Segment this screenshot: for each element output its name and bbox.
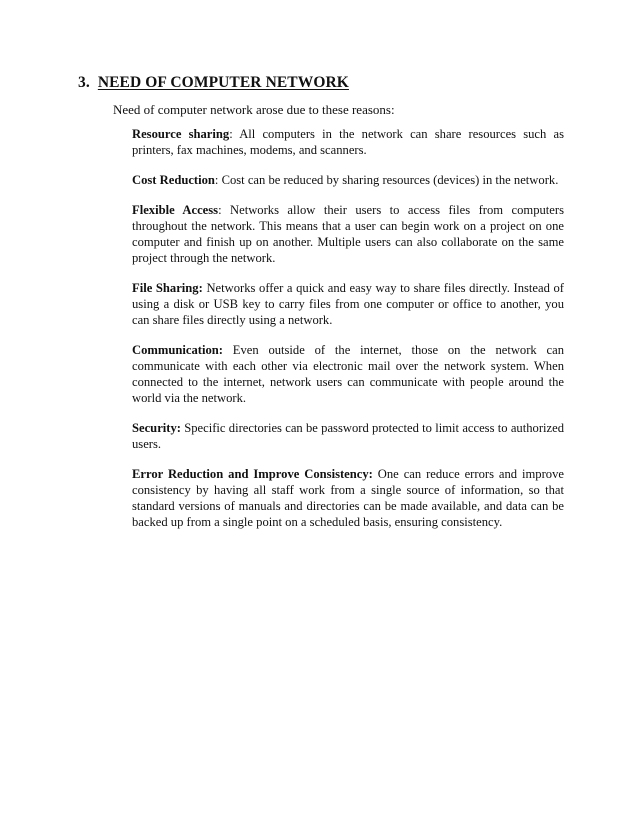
reason-file-sharing (132, 280, 564, 328)
reason-text: All computers in the network can share resources such as printers, fax machines, modems, and scanners. (132, 127, 564, 157)
reason-text: Networks allow their users to access files from computers throughout the network. This means that a user can begin work on a project on one computer and finish up on another. Multiple users can also collaborate on the same project through the network. (132, 203, 564, 265)
reasons-list (132, 126, 564, 544)
reason-communication (132, 342, 564, 406)
reason-separator: : (214, 173, 219, 187)
reason-term: Cost Reduction (132, 173, 215, 187)
reason-error-reduction (132, 466, 564, 530)
reason-security (132, 420, 564, 452)
reason-separator: : (229, 127, 233, 141)
reason-term: Communication: (132, 343, 223, 357)
reason-term: Resource sharing (132, 127, 230, 141)
reason-flexible-access (132, 202, 564, 266)
intro-paragraph: Need of computer network arose due to these reasons: (113, 102, 395, 117)
section-title: NEED OF COMPUTER NETWORK (97, 74, 349, 91)
reason-term: File Sharing: (132, 281, 203, 295)
reason-term: Security: (132, 421, 181, 435)
reason-text: Cost can be reduced by sharing resources (devices) in the network. (218, 173, 559, 187)
reason-text: Networks offer a quick and easy way to share files directly. Instead of using a disk or USB key to carry files from one computer or office to another, you can share files directly using a network. (132, 281, 565, 327)
reason-resource-sharing (132, 126, 564, 158)
reason-text: One can reduce errors and improve consistency by having all staff work from a single source of information, so that standard versions of manuals and directories can be made available, and data can be backed up from a single point on a scheduled basis, ensuring consistency. (132, 467, 564, 529)
reason-term: Flexible Access (132, 203, 219, 217)
reason-term: Error Reduction and Improve Consistency: (132, 467, 373, 481)
section-heading (78, 74, 349, 92)
reason-separator: : (218, 203, 222, 217)
reason-text: Even outside of the internet, those on the network can communicate with each other via electronic mail over the network system. When connected to the internet, network users can communicate with people around the world via the network. (132, 343, 564, 405)
reason-text: Specific directories can be password protected to limit access to authorized users. (132, 421, 564, 451)
reason-cost-reduction (132, 172, 564, 188)
section-number: 3. (78, 74, 90, 91)
